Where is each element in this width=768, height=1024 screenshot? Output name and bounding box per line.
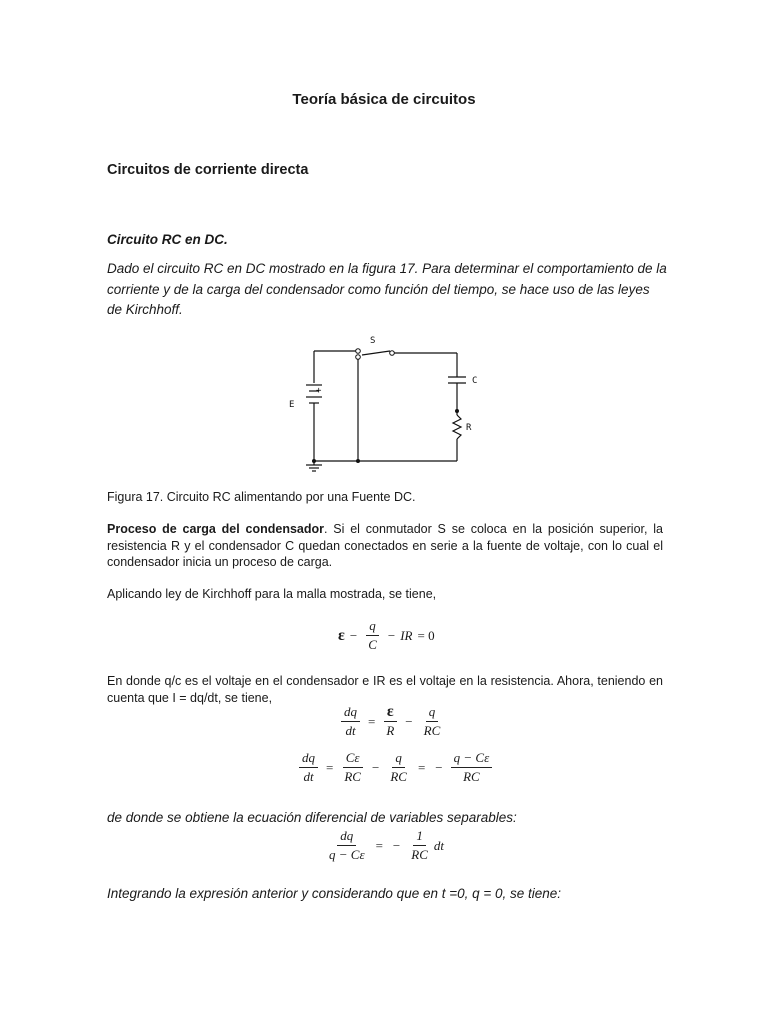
equation-kirchhoff: ε − $\frac{q}{C}$ − IR = 0 [338,618,435,652]
intro-paragraph: Dado el circuito RC en DC mostrado en la figura 17. Para determinar el comportamiento de la corriente y de la carga del condensador como función del tiempo, se hace uso de las leyes de Kirchhoff. [107,261,667,317]
junction-dot-left [312,459,316,463]
equation-separable: $\frac{dq}{q - C\varepsilon}$ = − $\frac{1}{RC}$ dt [329,828,445,862]
kirchhoff-paragraph: Aplicando ley de Kirchhoff para la malla mostrada, se tiene, [107,587,437,601]
label-plus: + [316,386,322,396]
section-heading: Circuitos de corriente directa [107,162,309,178]
charge-paragraph [107,521,663,571]
resistor-zigzag [453,415,461,439]
charge-heading: Proceso de carga del condensador [107,522,325,536]
label-r: R [466,423,472,433]
equation-dq-dt: $\frac{dq}{dt}$ = $\frac{\varepsilon}{R}$ − $\frac{q}{RC}$ [338,704,446,739]
label-e: E [289,400,295,410]
switch-pivot [390,351,395,356]
rc-circuit-diagram [284,333,494,473]
junction-dot-middle [356,459,360,463]
label-s: S [370,336,376,346]
voltage-paragraph: En donde q/c es el voltaje en el condensador e IR es el voltaje en la resistencia. Ahora, teniendo en cuenta que I = dq/dt, se tiene, [107,674,663,705]
junction-dot-right [455,409,459,413]
figure-caption: Figura 17. Circuito RC alimentando por una Fuente DC. [107,490,416,504]
charge-text: . Si el conmutador S se coloca en la posición superior, la resistencia R y el condensador C quedan conectados en serie a la fuente de voltaje, con lo cual el condensador inicia un proceso de carga. [107,522,663,569]
integrate-paragraph: Integrando la expresión anterior y considerando que en t =0, q = 0, se tiene: [107,886,562,901]
emf-symbol: ε [338,626,345,644]
switch-contact-top [356,349,361,354]
switch-contact-bottom [356,355,361,360]
subsection-heading: Circuito RC en DC. [107,232,228,247]
label-c: C [472,376,478,386]
page-title: Teoría básica de circuitos [292,91,476,108]
switch-arm [362,351,390,355]
equation-dq-dt-combined: $\frac{dq}{dt}$ = $\frac{C\varepsilon}{RC}$ − $\frac{q}{RC}$ = − $\frac{q - C\varepsilon}{RC}$ [296,750,495,785]
fraction-q-over-c: $\frac{q}{C}$ [368,618,377,652]
diffeq-paragraph: de donde se obtiene la ecuación diferencial de variables separables: [107,810,517,825]
